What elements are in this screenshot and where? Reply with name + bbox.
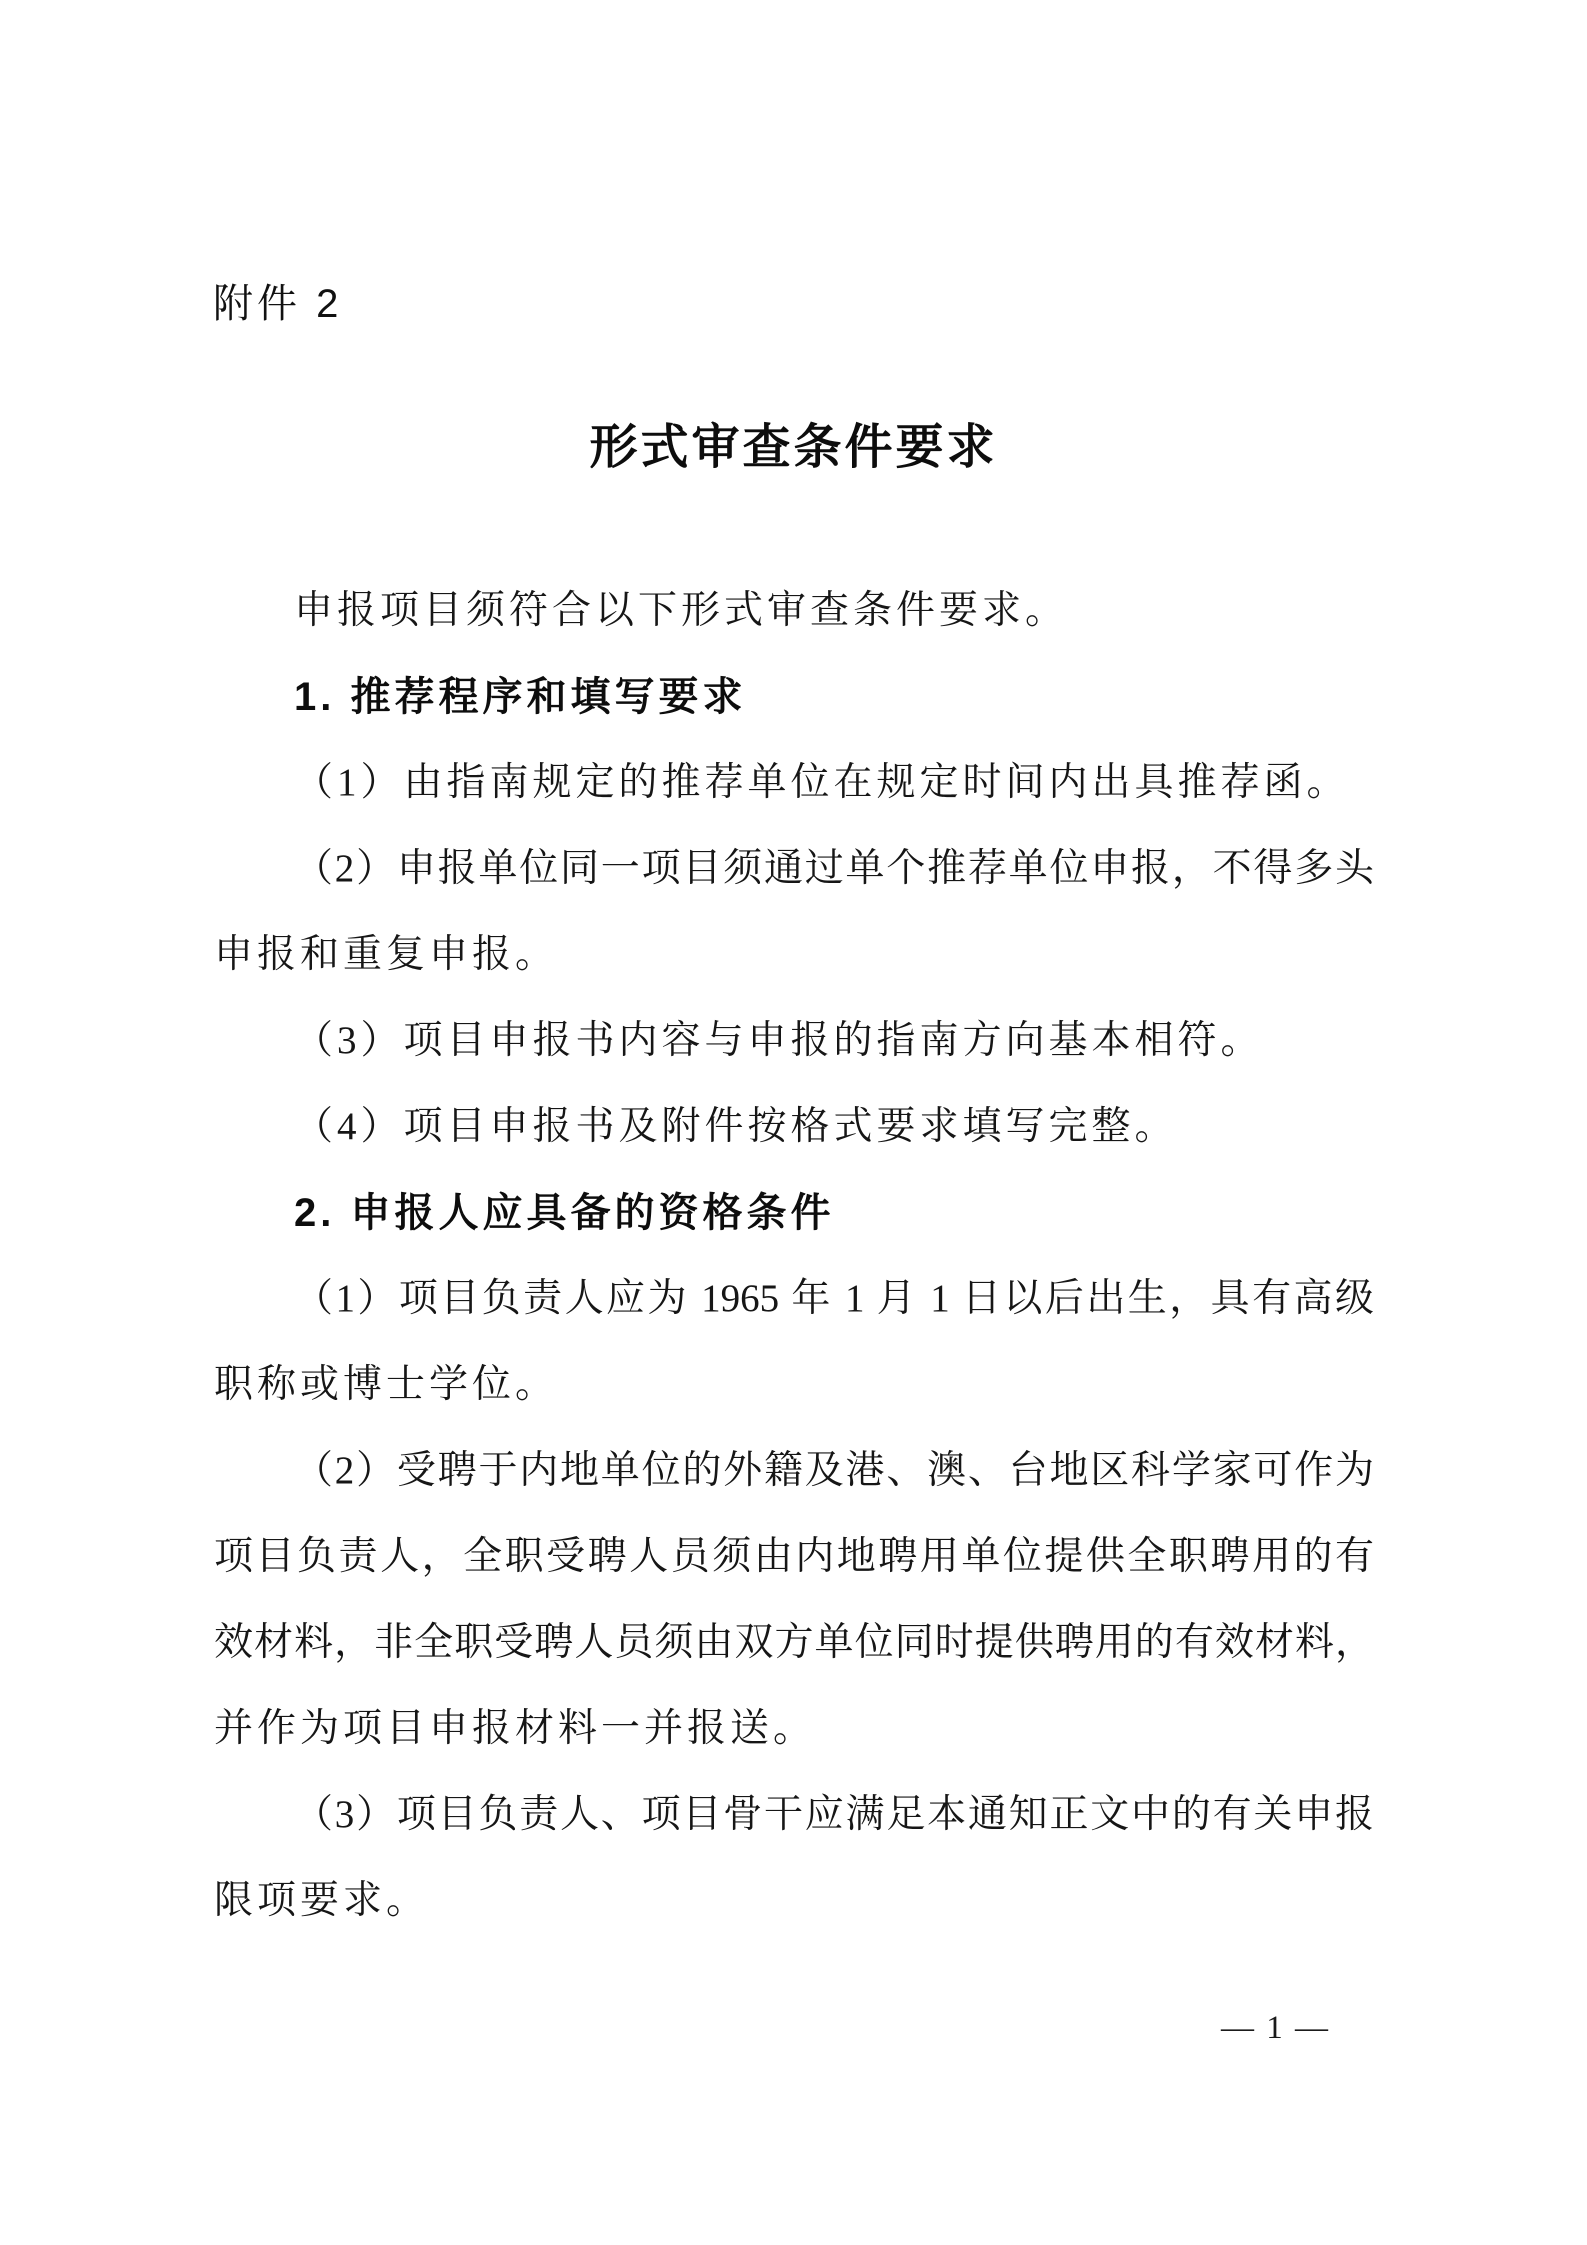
document-line: 申报项目须符合以下形式审查条件要求。 — [294, 589, 1069, 632]
document-line: （1）由指南规定的推荐单位在规定时间内出具推荐函。 — [294, 761, 1350, 804]
page-number: — 1 — — [1221, 2010, 1330, 2046]
document-line: （2）受聘于内地单位的外籍及港、澳、台地区科学家可作为 — [294, 1449, 1374, 1492]
document-line: （3）项目负责人、项目骨干应满足本通知正文中的有关申报 — [294, 1793, 1374, 1836]
document-line: 效材料，非全职受聘人员须由双方单位同时提供聘用的有效材料， — [214, 1621, 1374, 1664]
document-line: 申报和重复申报。 — [214, 933, 559, 976]
document-body — [214, 568, 1374, 1944]
document-line: 职称或博士学位。 — [214, 1363, 559, 1406]
document-line: 项目负责人，全职受聘人员须由内地聘用单位提供全职聘用的有 — [214, 1535, 1374, 1578]
document-line: （1）项目负责人应为 1965 年 1 月 1 日以后出生，具有高级 — [294, 1277, 1374, 1320]
section-heading: 1. 推荐程序和填写要求 — [294, 675, 747, 719]
page-title: 形式审查条件要求 — [589, 421, 998, 474]
document-line: （2）申报单位同一项目须通过单个推荐单位申报，不得多头 — [294, 847, 1374, 890]
document-line: 并作为项目申报材料一并报送。 — [214, 1707, 817, 1750]
attachment-label: 附件 2 — [213, 282, 343, 326]
document-line: （4）项目申报书及附件按格式要求填写完整。 — [294, 1105, 1178, 1148]
document-line: （3）项目申报书内容与申报的指南方向基本相符。 — [294, 1019, 1264, 1062]
document-line: 限项要求。 — [214, 1879, 430, 1922]
section-heading: 2. 申报人应具备的资格条件 — [294, 1191, 835, 1235]
